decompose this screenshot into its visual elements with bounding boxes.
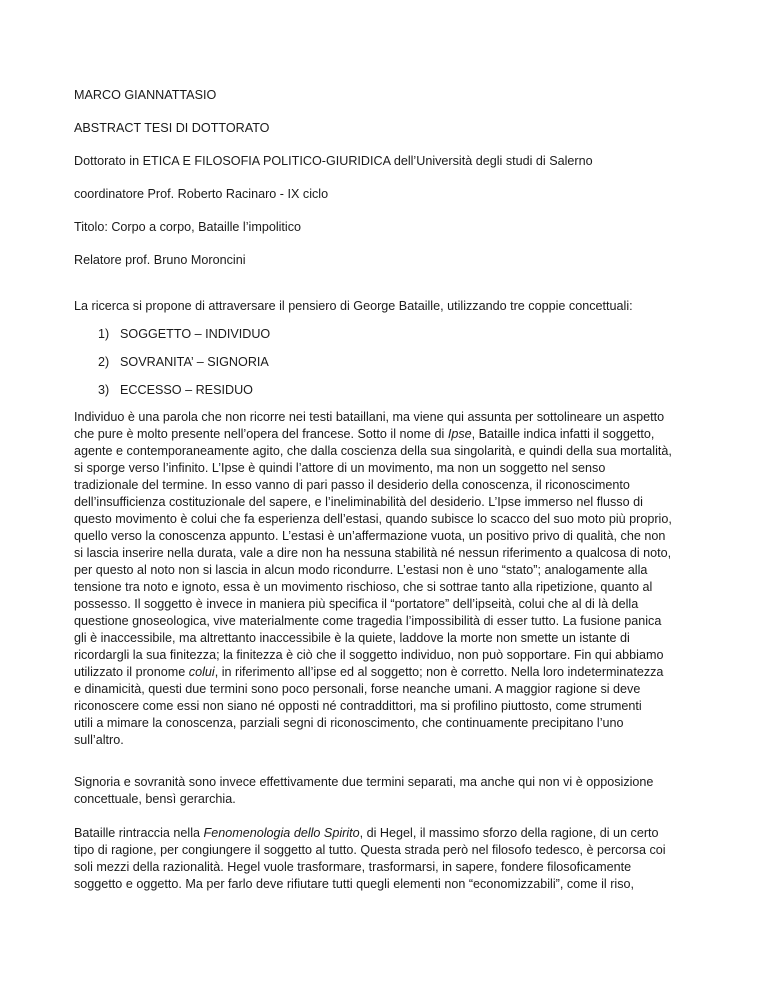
text-line: riconoscere come essi non siano né opposti né contraddittori, ma si profilino piuttosto, come strumenti [74,699,642,713]
list-number: 2) [98,355,110,369]
text-line: gli è inaccessibile, ma altrettanto inaccessibile è la quiete, laddove la morte non smette un istante di [74,631,630,645]
coordinator: coordinatore Prof. Roberto Racinaro - IX ciclo [74,187,329,201]
text-line: possesso. Il soggetto è invece in maniera più specifica il “portatore” dell’ipseità, colui che al di là della [74,597,639,611]
text-line: tradizionale del termine. In esso vanno di pari passo il desiderio della conoscenza, il riconoscimento [74,478,630,492]
text-line: questione gnoseologica, vive materialmente come tragedia l’impossibilità di esser tutto. La fusione panica [74,614,662,628]
text-line: questo movimento è colui che fa esperienza dell’estasi, quando subisce lo scacco del suo moto più proprio, [74,512,672,526]
paragraph-hegel [74,825,699,893]
text-line [74,664,699,681]
italic-term: Ipse [447,427,472,441]
intro-sentence: La ricerca si propone di attraversare il pensiero di George Bataille, utilizzando tre coppie concettuali: [74,299,633,313]
text-line [74,825,699,842]
text-run: , in riferimento all’ipse ed al soggetto; non è corretto. Nella loro indeterminatezza [214,665,664,679]
text-line: sull’altro. [74,733,124,747]
list-text: SOVRANITA’ – SIGNORIA [120,355,269,369]
text-run: che pure è molto presente nell’opera del francese. Sotto il nome di [74,427,448,441]
text-run: , Bataille indica infatti il soggetto, [471,427,655,441]
text-line: Signoria e sovranità sono invece effettivamente due termini separati, ma anche qui non vi è opposizione [74,775,654,789]
text-line: e dinamicità, questi due termini sono poco personali, forse neanche umani. A maggior ragione si deve [74,682,641,696]
list-item [98,382,253,399]
text-line: si lascia inserire nella durata, vale a dire non ha nessuna stabilità né nessun riferimento a qualcosa di noto, [74,546,672,560]
text-line: si sporge verso l’infinito. L’Ipse è quindi l’attore di un movimento, ma non un soggetto nel senso [74,461,606,475]
text-line: quello verso la conoscenza appunto. L’estasi è un’affermazione vuota, un positivo privo di qualità, che non [74,529,666,543]
text-line: tipo di ragione, per congiungere il soggetto al tutto. Questa strada però nel filosofo tedesco, è percorsa coi [74,843,666,857]
list-item [98,354,269,371]
text-run: utilizzato il pronome [74,665,189,679]
text-line: soggetto e oggetto. Ma per farlo deve rifiutare tutti quegli elementi non “economizzabili”, come il riso, [74,877,635,891]
text-line: soli mezzi della razionalità. Hegel vuole trasformare, trasformarsi, in sapere, fondere filosoficamente [74,860,632,874]
text-line: per questo al noto non si lascia in alcun modo ricondurre. L’estasi non è uno “stato”; analogamente alla [74,563,648,577]
text-run: , di Hegel, il massimo sforzo della ragione, di un certo [359,826,659,840]
italic-term: Fenomenologia dello Spirito [203,826,360,840]
text-line: dell’insufficienza costituzionale del sapere, e l’ineliminabilità del desiderio. L’Ipse immerso nel flusso di [74,495,643,509]
text-run: Bataille rintraccia nella [74,826,204,840]
paragraph-individuo [74,409,699,749]
text-line: Individuo è una parola che non ricorre nei testi bataillani, ma viene qui assunta per sottolineare un aspetto [74,410,665,424]
list-text: ECCESSO – RESIDUO [120,383,253,397]
thesis-title: Titolo: Corpo a corpo, Bataille l’impolitico [74,220,302,234]
text-line: agente e contemporaneamente agito, che dalla coscienza della sua singolarità, e quindi della sua mortalità, [74,444,672,458]
text-line: utili a mimare la conoscenza, parziali segni di riconoscimento, che continuamente precipitano l’uno [74,716,624,730]
text-line: ricordargli la sua finitezza; la finitezza è ciò che il soggetto individuo, non può sopportare. Fin qui abbiamo [74,648,664,662]
advisor: Relatore prof. Bruno Moroncini [74,253,246,267]
italic-term: colui [188,665,215,679]
list-item [98,326,270,343]
list-number: 3) [98,383,110,397]
document-type: ABSTRACT TESI DI DOTTORATO [74,121,270,135]
doctoral-program: Dottorato in ETICA E FILOSOFIA POLITICO-GIURIDICA dell’Università degli studi di Salerno [74,154,593,168]
text-line [74,426,699,443]
paragraph-signoria [74,774,699,808]
author-name: MARCO GIANNATTASIO [74,88,217,102]
text-line: tensione tra noto e ignoto, essa è un movimento rischioso, che si sottrae tanto alla ripetizione, quanto al [74,580,653,594]
text-line: concettuale, bensì gerarchia. [74,792,236,806]
list-text: SOGGETTO – INDIVIDUO [120,327,271,341]
list-number: 1) [98,327,110,341]
